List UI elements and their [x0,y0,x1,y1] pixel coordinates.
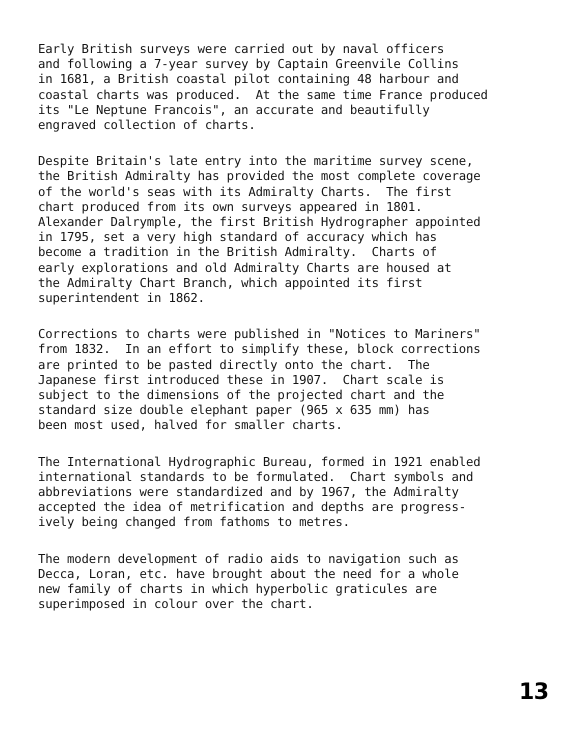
text-line: and following a 7-year survey by Captain Greenvile Collins [38,57,459,72]
text-line: become a tradition in the British Admiralty. Charts of [38,245,437,260]
text-line: of the world's seas with its Admiralty Charts. The first [38,184,452,199]
text-line: chart produced from its own surveys appeared in 1801. [38,199,423,214]
text-line: The International Hydrographic Bureau, formed in 1921 enabled [38,454,481,469]
text-line: The modern development of radio aids to navigation such as [38,551,459,566]
text-line: standard size double elephant paper (965 x 635 mm) has [38,403,430,418]
paragraph-spacing [38,133,563,154]
paragraph-corrections [38,327,563,433]
text-line: Despite Britain's late entry into the maritime survey scene, [38,154,474,169]
document-page [38,42,563,613]
text-line: been most used, halved for smaller charts. [38,418,343,433]
text-line: are printed to be pasted directly onto the chart. The [38,357,430,372]
text-line: Early British surveys were carried out by naval officers [38,42,445,56]
text-line: in 1681, a British coastal pilot containing 48 harbour and [38,72,459,87]
text-line: Alexander Dalrymple, the first British Hydrographer appointed [38,215,481,230]
text-line: new family of charts in which hyperbolic graticules are [38,582,437,597]
paragraph-hydrographic-bureau [38,455,563,531]
text-line: its "Le Neptune Francois", an accurate and beautifully [38,102,430,117]
text-line: early explorations and old Admiralty Charts are housed at [38,260,452,275]
text-line: Japanese first introduced these in 1907. Chart scale is [38,372,445,387]
text-line: coastal charts was produced. At the same time France produced [38,87,488,102]
text-line: engraved collection of charts. [38,118,256,133]
page-number: 13 [519,680,549,705]
text-line: ively being changed from fathoms to metres. [38,515,350,530]
text-line: accepted the idea of metrification and depths are progress- [38,500,466,515]
paragraph-radio-aids [38,552,563,613]
text-line: from 1832. In an effort to simplify these, block corrections [38,342,481,357]
text-line: the Admiralty Chart Branch, which appointed its first [38,275,423,290]
text-line: Decca, Loran, etc. have brought about the need for a whole [38,566,459,581]
text-line: superimposed in colour over the chart. [38,597,314,612]
paragraph-early-surveys [38,42,563,133]
paragraph-spacing [38,306,563,327]
paragraph-admiralty-charts [38,154,563,306]
text-line: in 1795, set a very high standard of accuracy which has [38,230,437,245]
paragraph-spacing [38,434,563,455]
text-line: superintendent in 1862. [38,291,205,306]
text-line: Corrections to charts were published in "Notices to Mariners" [38,327,481,342]
text-line: subject to the dimensions of the projected chart and the [38,388,445,403]
text-line: international standards to be formulated. Chart symbols and [38,469,474,484]
paragraph-spacing [38,531,563,552]
text-line: abbreviations were standardized and by 1967, the Admiralty [38,485,459,500]
text-line: the British Admiralty has provided the most complete coverage [38,169,481,184]
